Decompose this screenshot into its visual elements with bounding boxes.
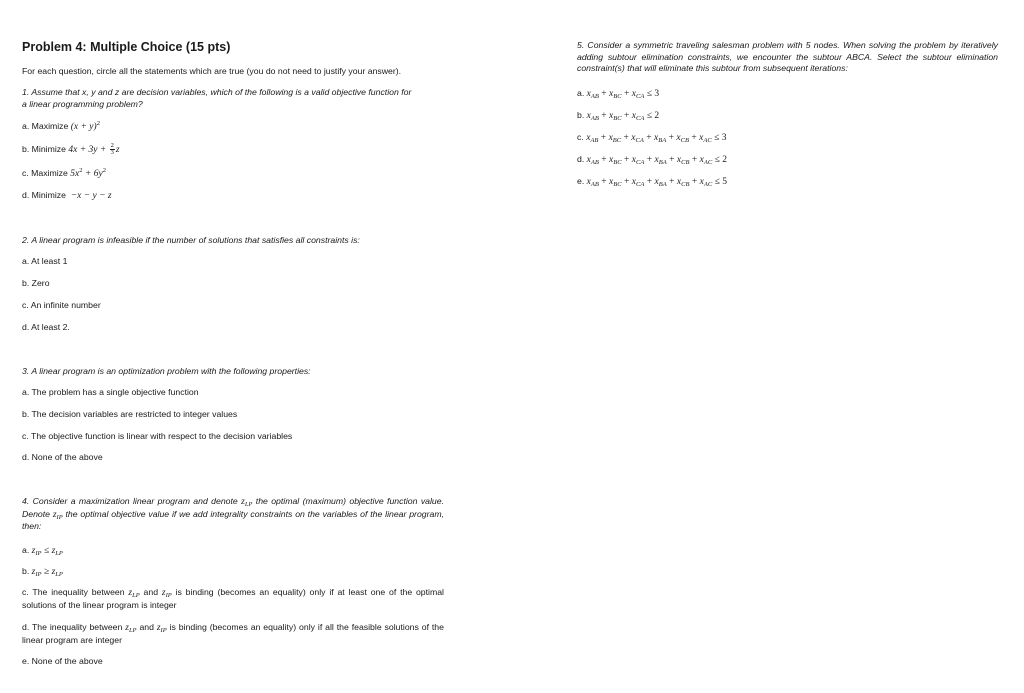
q2-prompt: 2. A linear program is infeasible if the number of solutions that satisfies all constraints is:	[22, 235, 360, 245]
q4-option-a[interactable]: a. $z_{IP} \le z_{LP}$	[22, 545, 63, 557]
problem-title: Problem 4: Multiple Choice (15 pts)	[22, 40, 231, 54]
q4-option-e[interactable]: e. None of the above	[22, 656, 103, 666]
q1-prompt-line2: a linear programming problem?	[22, 99, 143, 109]
q4-option-d[interactable]: d. The inequality between $z_{LP}$ and $z_{IP}$ is binding (becomes an equality) only if all the feasible solutions of the linear program are integer	[22, 622, 444, 645]
q3-option-c[interactable]: c. The objective function is linear with respect to the decision variables	[22, 431, 293, 441]
instructions: For each question, circle all the statements which are true (you do not need to justify your answer).	[22, 66, 402, 76]
q5-option-a[interactable]: a. $x_{AB} + x_{BC} + x_{CA} \le 3$	[577, 88, 660, 100]
q5-option-b[interactable]: b. $x_{AB} + x_{BC} + x_{CA} \le 2$	[577, 110, 660, 122]
q4-option-c[interactable]: c. The inequality between $z_{LP}$ and $z_{IP}$ is binding (becomes an equality) only if at least one of the optimal solutions of the linear program is integer	[22, 587, 444, 610]
q1-option-b[interactable]: b. Minimize 4x + 3y + $\frac{2}{3}$ z	[22, 142, 120, 156]
q1-option-d[interactable]: d. Minimize −x − y − z	[22, 190, 112, 201]
q5-option-d[interactable]: d. $x_{AB} + x_{BC} + x_{CA} + x_{BA} + x_{CB} + x_{AC} \le 2$	[577, 154, 727, 166]
q1-option-c[interactable]: c. Maximize $5x^2 + 6y^2$	[22, 167, 106, 179]
q3-prompt: 3. A linear program is an optimization problem with the following properties:	[22, 366, 311, 376]
q2-option-a[interactable]: a. At least 1	[22, 256, 68, 266]
q5-option-c[interactable]: c. $x_{AB} + x_{BC} + x_{CA} + x_{BA} + x_{CB} + x_{AC} \le 3$	[577, 132, 727, 144]
q2-option-c[interactable]: c. An infinite number	[22, 300, 101, 310]
q2-option-b[interactable]: b. Zero	[22, 278, 50, 288]
q4-option-b[interactable]: b. $z_{IP} \ge z_{LP}$	[22, 566, 63, 578]
q3-option-d[interactable]: d. None of the above	[22, 452, 103, 462]
q5-prompt: 5. Consider a symmetric traveling salesman problem with 5 nodes. When solving the problem by iteratively adding subtour elimination constraints, we encounter the subtour ABCA. Select the subtour elimination constraint(s) that will eliminate this subtour from subsequent iterations:	[577, 40, 998, 73]
q1-option-a[interactable]: a. Maximize $(x + y)^2$	[22, 120, 100, 132]
q3-option-a[interactable]: a. The problem has a single objective function	[22, 387, 199, 397]
q3-option-b[interactable]: b. The decision variables are restricted to integer values	[22, 409, 238, 419]
q4-prompt: 4. Consider a maximization linear program and denote $z_{LP}$ the optimal (maximum) objective function value. Denote $z_{IP}$ the optimal objective value if we add integrality constraints on the variables of the linear program, then:	[22, 496, 445, 531]
q1-prompt-line1: 1. Assume that x, y and z are decision variables, which of the following is a valid objective function for	[22, 87, 412, 97]
q5-option-e[interactable]: e. $x_{AB} + x_{BC} + x_{CA} + x_{BA} + x_{CB} + x_{AC} \le 5$	[577, 176, 727, 188]
q2-option-d[interactable]: d. At least 2.	[22, 322, 70, 332]
